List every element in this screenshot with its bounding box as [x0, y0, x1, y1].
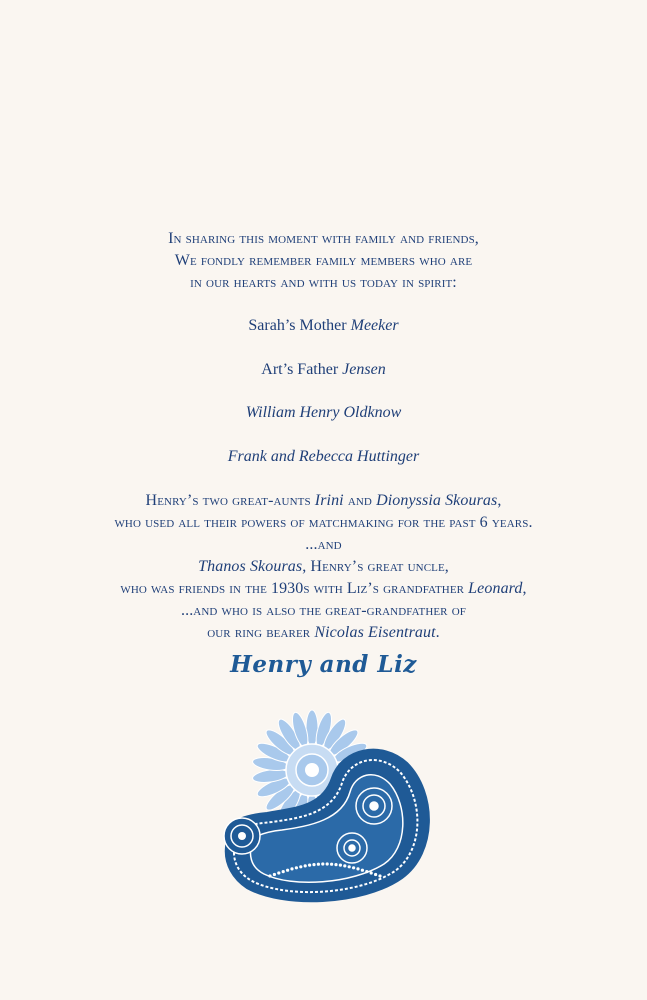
tribute-line-1: Henry’s two great-aunts Irini and Dionyssia Skouras,	[145, 492, 502, 509]
intro-line-2: We fondly remember family members who are	[174, 252, 473, 269]
tribute-line-7: our ring bearer Nicolas Eisentraut.	[207, 624, 440, 641]
intro-line-3: in our hearts and with us today in spirit:	[190, 274, 457, 291]
tribute-line-2: who used all their powers of matchmaking for the past 6 years.	[114, 514, 533, 531]
tribute-text	[0, 490, 647, 644]
memorial-name-2: Art’s Father Jensen	[261, 361, 386, 378]
memorial-name-3: William Henry Oldknow	[245, 404, 402, 421]
memorial-name-1: Sarah’s Mother Meeker	[248, 317, 399, 334]
tribute-line-5: who was friends in the 1930s with Liz’s grandfather Leonard,	[120, 580, 527, 597]
paisley-flower-icon	[212, 708, 437, 908]
memorial-name-4: Frank and Rebecca Huttinger	[227, 448, 420, 465]
intro-text	[0, 228, 647, 294]
tribute-line-6: ...and who is also the great-grandfather of	[181, 602, 466, 619]
intro-line-1: In sharing this moment with family and friends,	[168, 230, 479, 247]
signature: Henry and Liz	[230, 651, 417, 678]
tribute-line-4: Thanos Skouras, Henry’s great uncle,	[198, 558, 449, 575]
tribute-line-3: ...and	[305, 536, 342, 553]
